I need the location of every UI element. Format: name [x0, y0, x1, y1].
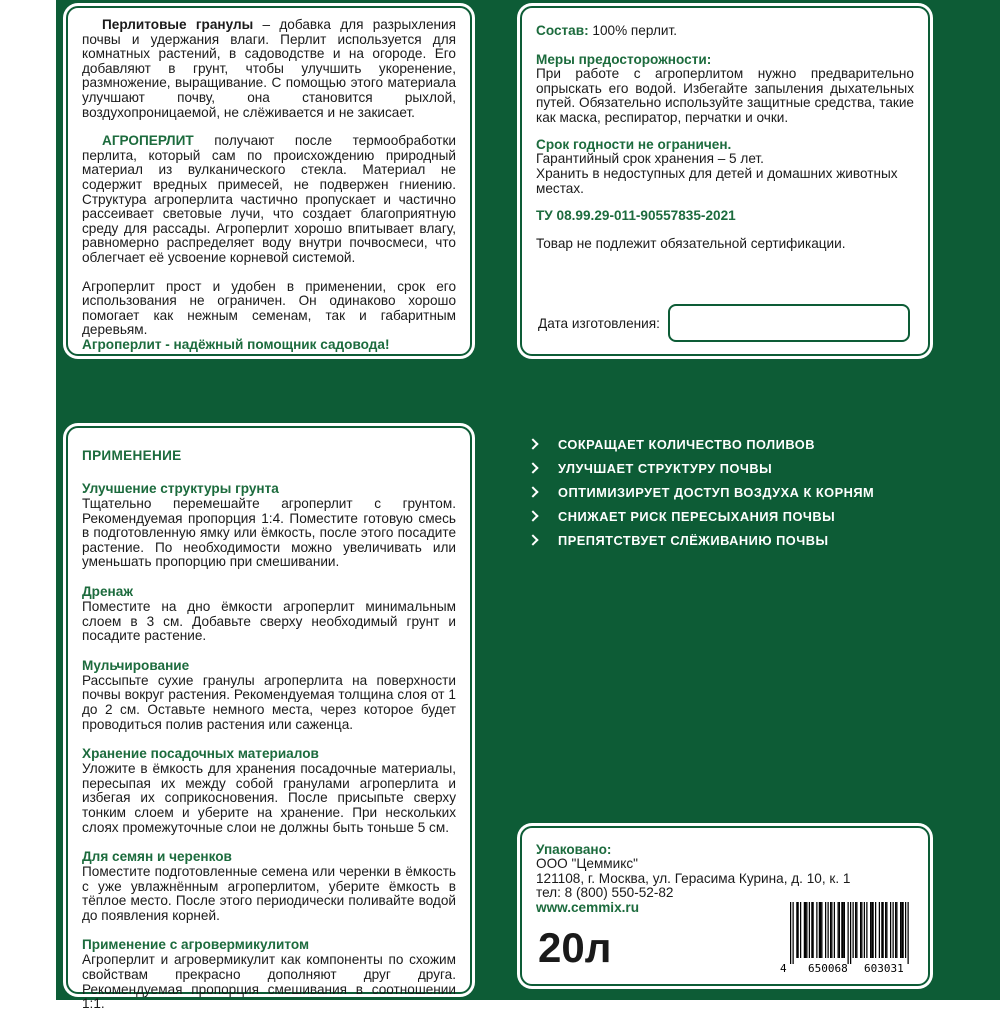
- barcode-digits: 4: [780, 962, 787, 975]
- barcode-bar: [866, 902, 867, 958]
- barcode-bar: [805, 902, 806, 958]
- barcode-bar: [885, 902, 886, 958]
- usage-section: [82, 481, 456, 570]
- barcode-bar: [839, 902, 840, 958]
- barcode-bar: [850, 902, 851, 964]
- barcode-bar: [800, 902, 801, 958]
- barcode-bar: [896, 902, 897, 958]
- chevron-right-icon: [528, 509, 542, 523]
- intro-text: добавка для разрыхления почвы и удержания влаги. Перлит используется для комнатных растений, в садоводстве и на огороде. Его добавляют в грунт, чтобы улучшить укоренение, размножение, выращивание. С помощью этого материала улучшают почву, она становится рыхлой, воздухопроницаемой, не слёживается и не закисает.: [82, 17, 456, 120]
- shelf-line1: Гарантийный срок хранения – 5 лет.: [536, 151, 764, 167]
- precautions-section: [536, 52, 914, 125]
- usage-section-title: Хранение посадочных материалов: [82, 746, 319, 762]
- barcode-bar: [796, 902, 797, 958]
- chevron-right-icon: [528, 533, 542, 547]
- usage-section-title: Улучшение структуры грунта: [82, 481, 279, 496]
- barcode-bar: [905, 902, 906, 958]
- usage-section-text: Агроперлит и агровермикулит как компоненты по схожим свойствам прекрасно дополняют друг друга. Рекомендуемая пропорция смешивания в соотношении 1:1.: [82, 952, 456, 1012]
- barcode-bar: [903, 902, 904, 958]
- usage-section: [82, 937, 456, 1011]
- benefit-item: [528, 528, 948, 552]
- barcode-bar: [813, 902, 814, 958]
- usage-section-text: Поместите на дно ёмкости агроперлит минимальным слоем в 3 см. Добавьте сверху необходимый грунт и посадите растение.: [82, 598, 456, 644]
- barcode-bar: [790, 902, 791, 964]
- benefits-list: [528, 432, 948, 552]
- barcode-bar: [855, 902, 856, 958]
- packer-title: Упаковано:: [536, 842, 612, 857]
- usage-heading: ПРИМЕНЕНИЕ: [82, 448, 182, 463]
- barcode-bar: [844, 902, 845, 958]
- barcode-bar: [864, 902, 865, 958]
- manufacture-date-label: Дата изготовления:: [538, 315, 660, 331]
- packer-company: ООО "Цеммикс": [536, 856, 638, 871]
- barcode-bar: [834, 902, 835, 958]
- barcode-digits: 650068: [808, 962, 848, 975]
- barcode-bar: [819, 902, 820, 958]
- benefit-text: СНИЖАЕТ РИСК ПЕРЕСЫХАНИЯ ПОЧВЫ: [558, 508, 836, 524]
- composition-row: [536, 22, 914, 40]
- barcode-bar: [798, 902, 799, 958]
- usage-panel: [66, 426, 472, 1012]
- packer-panel: [520, 826, 930, 986]
- composition-label: Состав:: [536, 23, 589, 38]
- chevron-right-icon: [528, 461, 542, 475]
- usage-section-text: Рассыпьте сухие гранулы агроперлита на поверхности почвы вокруг растения. Рекомендуемая толщина слоя от 1 до 2 см. Оставьте немного места, через которое будет проводиться полив растения или саженца.: [82, 672, 456, 732]
- usage-section-title: Применение с агровермикулитом: [82, 937, 309, 953]
- tu-code: ТУ 08.99.29-011-90557835-2021: [536, 208, 736, 224]
- barcode-bar: [890, 902, 891, 958]
- barcode-bar: [811, 902, 812, 958]
- barcode-bar: [879, 902, 880, 958]
- barcode-bar: [806, 902, 807, 958]
- agro-paragraph: [82, 134, 456, 265]
- chevron-right-icon: [528, 437, 542, 451]
- barcode-bar: [883, 902, 884, 958]
- usage-section-title: Дренаж: [82, 583, 133, 599]
- intro-dash: –: [253, 17, 280, 32]
- usage-section: [82, 746, 456, 835]
- barcode-bar: [901, 902, 902, 958]
- usage-section-text: Уложите в ёмкость для хранения посадочные материалы, пересыпая их между собой гранулами агроперлита и избегая их соприкосновения. После присыпьте сверху тонким слоем и уберите на хранение. При нескольких слоях промежуточные слои не должны быть тоньше 5 см.: [82, 761, 456, 835]
- shelf-line2: Хранить в недоступных для детей и домашних животных местах.: [536, 165, 898, 196]
- barcode-bar: [895, 902, 896, 958]
- barcode-bar: [856, 902, 857, 958]
- barcode: [776, 900, 920, 976]
- barcode-bar: [843, 902, 844, 958]
- benefit-item: [528, 504, 948, 528]
- agro-title: АГРОПЕРЛИТ: [102, 133, 194, 149]
- usage-sections: [82, 481, 456, 1012]
- barcode-bar: [828, 902, 829, 958]
- usage-section: [82, 849, 456, 923]
- benefit-text: ОПТИМИЗИРУЕТ ДОСТУП ВОЗДУХА К КОРНЯМ: [558, 484, 875, 500]
- barcode-bar: [870, 902, 871, 958]
- packer-address: 121108, г. Москва, ул. Герасима Курина, д. 10, к. 1: [536, 870, 851, 886]
- usage-section-text: Тщательно перемешайте агроперлит с грунтом. Рекомендуемая пропорция 1:4. Поместите готовую смесь в подготовленную ямку или ёмкость, после этого посадите растение. По необходимости можно увеличивать или уменьшать пропорцию при смешивании.: [82, 496, 456, 570]
- benefit-text: УЛУЧШАЕТ СТРУКТУРУ ПОЧВЫ: [558, 460, 773, 476]
- barcode-bar: [853, 902, 854, 958]
- packer-phone: тел: 8 (800) 550-52-82: [536, 885, 674, 901]
- precautions-text: При работе с агроперлитом нужно предварительно опрыскать его водой. Избегайте запыления дыхательных путей. Обязательно используйте защитные средства, такие как маска, респиратор, перчатки и очки.: [536, 66, 914, 125]
- usage-section-title: Мульчирование: [82, 657, 190, 673]
- about-panel: [66, 6, 472, 356]
- simple-paragraph: Агроперлит прост и удобен в применении, срок его использования не ограничен. Он одинаково хорошо помогает как нежным семенам, так и габаритным деревьям.: [82, 278, 456, 338]
- barcode-bar: [860, 902, 861, 958]
- manufacture-date-row: [538, 304, 910, 342]
- barcode-bar: [908, 902, 909, 964]
- benefit-item: [528, 432, 948, 456]
- benefit-text: СОКРАЩАЕТ КОЛИЧЕСТВО ПОЛИВОВ: [558, 436, 815, 452]
- barcode-bar: [871, 902, 872, 958]
- barcode-bar: [886, 902, 887, 958]
- barcode-bar: [838, 902, 839, 958]
- usage-section: [82, 658, 456, 732]
- benefit-item: [528, 456, 948, 480]
- shelf-section: [536, 137, 914, 196]
- barcode-bar: [841, 902, 842, 958]
- barcode-bar: [893, 902, 894, 958]
- barcode-bar: [875, 902, 876, 958]
- barcode-bar: [881, 902, 882, 958]
- barcode-bar: [848, 902, 849, 964]
- barcode-bar: [830, 902, 831, 958]
- barcode-bar: [873, 902, 874, 958]
- usage-section: [82, 584, 456, 644]
- volume-label: 20л: [538, 924, 612, 971]
- barcode-bar: [861, 902, 862, 958]
- barcode-bar: [821, 902, 822, 958]
- barcode-bar: [831, 902, 832, 958]
- benefit-item: [528, 480, 948, 504]
- slogan: Агроперлит - надёжный помощник садовода!: [82, 336, 390, 352]
- intro-paragraph: [82, 18, 456, 120]
- barcode-bar: [825, 902, 826, 958]
- shelf-title: Срок годности не ограничен.: [536, 137, 732, 153]
- barcode-bar: [804, 902, 805, 958]
- intro-title: Перлитовые гранулы: [102, 17, 254, 32]
- packer-website: www.cemmix.ru: [536, 899, 639, 915]
- certification-note: Товар не подлежит обязательной сертификации.: [536, 236, 846, 252]
- barcode-bar: [816, 902, 817, 958]
- barcode-bar: [809, 902, 810, 958]
- barcode-bar: [900, 902, 901, 958]
- usage-section-text: Поместите подготовленные семена или черенки в ёмкость с уже увлажнённым агроперлитом, уберите ёмкость в тёплое место. После этого периодически поливайте водой до появления корней.: [82, 864, 456, 923]
- composition-value: 100% перлит.: [588, 23, 677, 38]
- precautions-title: Меры предосторожности:: [536, 52, 712, 67]
- manufacture-date-box: [668, 304, 910, 342]
- barcode-bar: [793, 902, 794, 964]
- info-panel: [520, 6, 930, 356]
- benefit-text: ПРЕПЯТСТВУЕТ СЛЁЖИВАНИЮ ПОЧВЫ: [558, 532, 829, 548]
- chevron-right-icon: [528, 485, 542, 499]
- agro-text: получают после термообработки перлита, который сам по происхождению природный материал из вулканического стекла. Материал не содержит вредных примесей, не подвержен гниению. Структура агроперлита частично пропускает и частично рассеивает световые лучи, что создает благоприятную среду для рассады. Агроперлит хорошо впитывает влагу, равномерно распределяет воду внутри почвосмеси, что облегчает её усвоение корневой системой.: [82, 133, 456, 265]
- usage-section-title: Для семян и черенков: [82, 849, 232, 865]
- barcode-bar: [820, 902, 821, 958]
- barcode-digits: 603031: [864, 962, 904, 975]
